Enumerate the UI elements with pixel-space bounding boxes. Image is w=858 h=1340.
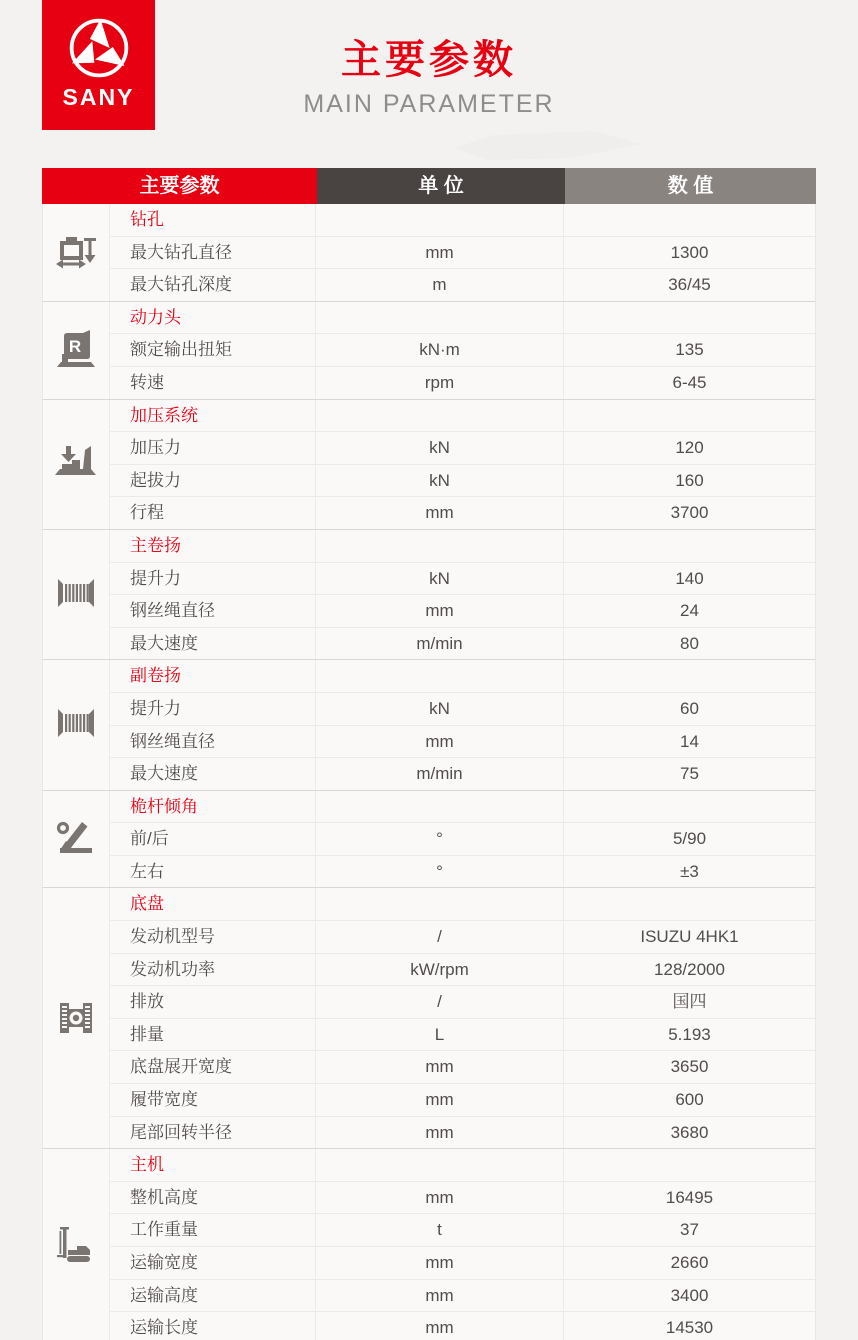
value-cell: ISUZU 4HK1 xyxy=(640,927,739,947)
spec-table-header xyxy=(42,168,816,204)
param-label: 履带宽度 xyxy=(110,1084,316,1116)
section-rows xyxy=(110,1149,815,1340)
table-row xyxy=(110,1019,815,1052)
value-cell: 3400 xyxy=(670,1285,709,1305)
value-cell: 14 xyxy=(680,731,699,751)
section-title-label: 加压系统 xyxy=(110,400,316,432)
unit-cell xyxy=(316,204,564,236)
table-row xyxy=(110,367,815,399)
spec-section xyxy=(43,660,815,790)
value-cell xyxy=(564,660,815,692)
unit-cell: kN xyxy=(316,465,564,497)
table-row xyxy=(110,758,815,790)
unit-cell xyxy=(316,400,564,432)
value-cell xyxy=(564,400,815,432)
param-label: 最大速度 xyxy=(110,758,316,790)
param-label: 排放 xyxy=(110,986,316,1018)
section-title-row xyxy=(110,530,815,563)
value-cell xyxy=(564,888,815,920)
value-cell: 3700 xyxy=(670,503,709,523)
param-label: 起拔力 xyxy=(110,465,316,497)
table-row xyxy=(110,856,815,888)
param-label: 底盘展开宽度 xyxy=(110,1051,316,1083)
unit-cell: mm xyxy=(316,595,564,627)
param-label: 最大速度 xyxy=(110,628,316,660)
aux-winch-icon xyxy=(43,660,110,789)
param-label: 转速 xyxy=(110,367,316,399)
spec-section xyxy=(43,204,815,302)
value-cell: 24 xyxy=(680,601,699,621)
page-subtitle: MAIN PARAMETER xyxy=(303,90,555,118)
unit-cell: mm xyxy=(316,726,564,758)
param-label: 提升力 xyxy=(110,693,316,725)
table-row xyxy=(110,986,815,1019)
value-cell: 60 xyxy=(680,698,699,718)
section-title-label: 钻孔 xyxy=(110,204,316,236)
unit-cell: kN xyxy=(316,563,564,595)
unit-cell: mm xyxy=(316,1182,564,1214)
table-row xyxy=(110,628,815,660)
param-label: 工作重量 xyxy=(110,1214,316,1246)
section-title-row xyxy=(110,1149,815,1182)
param-label: 最大钻孔深度 xyxy=(110,269,316,301)
unit-cell xyxy=(316,888,564,920)
param-label: 加压力 xyxy=(110,432,316,464)
unit-cell xyxy=(316,660,564,692)
section-rows xyxy=(110,302,815,399)
value-cell: 80 xyxy=(680,633,699,653)
table-row xyxy=(110,1280,815,1313)
value-cell: 600 xyxy=(675,1090,704,1110)
param-label: 提升力 xyxy=(110,563,316,595)
value-cell: 2660 xyxy=(670,1253,709,1272)
value-cell: 5/90 xyxy=(672,829,707,849)
table-row xyxy=(110,1117,815,1149)
swoosh-watermark xyxy=(455,131,640,163)
drilling-rig-icon xyxy=(43,1149,110,1340)
param-label: 前/后 xyxy=(110,823,316,855)
section-title-label: 底盘 xyxy=(110,888,316,920)
unit-cell: / xyxy=(316,986,564,1018)
unit-cell xyxy=(316,791,564,823)
section-title-label: 桅杆倾角 xyxy=(110,791,316,823)
table-row xyxy=(110,465,815,498)
section-rows xyxy=(110,791,815,888)
pressurize-system-icon xyxy=(43,400,110,529)
svg-text:R: R xyxy=(68,337,82,357)
unit-cell: rpm xyxy=(316,367,564,399)
unit-cell xyxy=(316,302,564,334)
param-label: 发动机功率 xyxy=(110,954,316,986)
unit-cell xyxy=(316,1149,564,1181)
value-cell: 国四 xyxy=(672,992,707,1012)
value-cell: 37 xyxy=(680,1220,699,1240)
section-rows xyxy=(110,204,815,301)
value-cell: 135 xyxy=(675,340,704,360)
unit-cell: ° xyxy=(316,823,564,855)
table-row xyxy=(110,823,815,856)
value-cell: 3650 xyxy=(670,1057,709,1077)
value-cell xyxy=(564,791,815,823)
value-cell: 1300 xyxy=(670,242,709,262)
section-rows xyxy=(110,888,815,1148)
section-title-row xyxy=(110,888,815,921)
spec-section xyxy=(43,1149,815,1340)
section-title-label: 动力头 xyxy=(110,302,316,334)
unit-cell xyxy=(316,530,564,562)
spec-section xyxy=(43,791,815,889)
section-rows xyxy=(110,660,815,789)
param-label: 运输长度 xyxy=(110,1312,316,1340)
table-row xyxy=(110,595,815,628)
unit-cell: ° xyxy=(316,856,564,888)
table-row xyxy=(110,954,815,987)
main-winch-icon xyxy=(43,530,110,659)
table-row xyxy=(110,334,815,367)
unit-cell: mm xyxy=(316,1247,564,1279)
spec-section xyxy=(43,400,815,530)
spec-table-body xyxy=(42,204,816,1340)
table-row xyxy=(110,269,815,301)
table-row xyxy=(110,237,815,270)
value-cell: 6-45 xyxy=(672,372,707,392)
section-rows xyxy=(110,530,815,659)
section-title-row xyxy=(110,204,815,237)
col-header-param: 主要参数 xyxy=(42,168,317,204)
param-label: 最大钻孔直径 xyxy=(110,237,316,269)
spec-section xyxy=(43,888,815,1149)
table-row xyxy=(110,1247,815,1280)
unit-cell: mm xyxy=(316,1084,564,1116)
value-cell: 5.193 xyxy=(668,1024,711,1044)
unit-cell: m/min xyxy=(316,628,564,660)
section-title-label: 主机 xyxy=(110,1149,316,1181)
param-label: 尾部回转半径 xyxy=(110,1117,316,1149)
value-cell: 16495 xyxy=(665,1187,714,1207)
unit-cell: / xyxy=(316,921,564,953)
unit-cell: kN xyxy=(316,432,564,464)
param-label: 排量 xyxy=(110,1019,316,1051)
unit-cell: kW/rpm xyxy=(316,954,564,986)
value-cell: 128/2000 xyxy=(654,959,725,979)
unit-cell: mm xyxy=(316,1117,564,1149)
param-label: 钢丝绳直径 xyxy=(110,595,316,627)
table-row xyxy=(110,563,815,596)
param-label: 发动机型号 xyxy=(110,921,316,953)
param-label: 左右 xyxy=(110,856,316,888)
unit-cell: mm xyxy=(316,1312,564,1340)
unit-cell: t xyxy=(316,1214,564,1246)
value-cell: ±3 xyxy=(680,861,699,881)
table-row xyxy=(110,1051,815,1084)
unit-cell: mm xyxy=(316,497,564,529)
param-label: 整机高度 xyxy=(110,1182,316,1214)
col-header-unit: 单 位 xyxy=(317,168,565,204)
value-cell: 3680 xyxy=(670,1122,709,1142)
param-label: 额定输出扭矩 xyxy=(110,334,316,366)
col-header-value: 数 值 xyxy=(565,168,816,204)
value-cell: 36/45 xyxy=(668,275,711,295)
value-cell xyxy=(564,204,815,236)
section-title-label: 主卷扬 xyxy=(110,530,316,562)
value-cell xyxy=(564,1149,815,1181)
unit-cell: mm xyxy=(316,1051,564,1083)
table-row xyxy=(110,1214,815,1247)
unit-cell: m/min xyxy=(316,758,564,790)
spec-table xyxy=(42,168,816,1340)
value-cell: 140 xyxy=(675,568,704,588)
value-cell: 75 xyxy=(680,764,699,784)
section-title-row xyxy=(110,302,815,335)
table-row xyxy=(110,921,815,954)
unit-cell: kN·m xyxy=(316,334,564,366)
table-row xyxy=(110,1312,815,1340)
value-cell: 14530 xyxy=(665,1318,714,1338)
param-label: 运输宽度 xyxy=(110,1247,316,1279)
unit-cell: L xyxy=(316,1019,564,1051)
brand-name: SANY xyxy=(62,84,135,110)
spec-section xyxy=(43,302,815,400)
value-cell: 160 xyxy=(675,470,704,490)
section-rows xyxy=(110,400,815,529)
table-row xyxy=(110,726,815,759)
section-title-row xyxy=(110,660,815,693)
table-row xyxy=(110,1084,815,1117)
chassis-icon xyxy=(43,888,110,1148)
section-title-row xyxy=(110,791,815,824)
value-cell xyxy=(564,302,815,334)
table-row xyxy=(110,432,815,465)
power-head-icon xyxy=(43,302,110,399)
section-title-row xyxy=(110,400,815,433)
drill-hole-icon xyxy=(43,204,110,301)
table-row xyxy=(110,693,815,726)
page-title: 主要参数 xyxy=(341,38,517,82)
section-title-label: 副卷扬 xyxy=(110,660,316,692)
param-label: 运输高度 xyxy=(110,1280,316,1312)
unit-cell: mm xyxy=(316,1280,564,1312)
param-label: 钢丝绳直径 xyxy=(110,726,316,758)
table-row xyxy=(110,1182,815,1215)
value-cell xyxy=(564,530,815,562)
param-label: 行程 xyxy=(110,497,316,529)
spec-section xyxy=(43,530,815,660)
unit-cell: kN xyxy=(316,693,564,725)
unit-cell: mm xyxy=(316,237,564,269)
value-cell: 120 xyxy=(675,438,704,458)
mast-angle-icon xyxy=(43,791,110,888)
unit-cell: m xyxy=(316,269,564,301)
table-row xyxy=(110,497,815,529)
